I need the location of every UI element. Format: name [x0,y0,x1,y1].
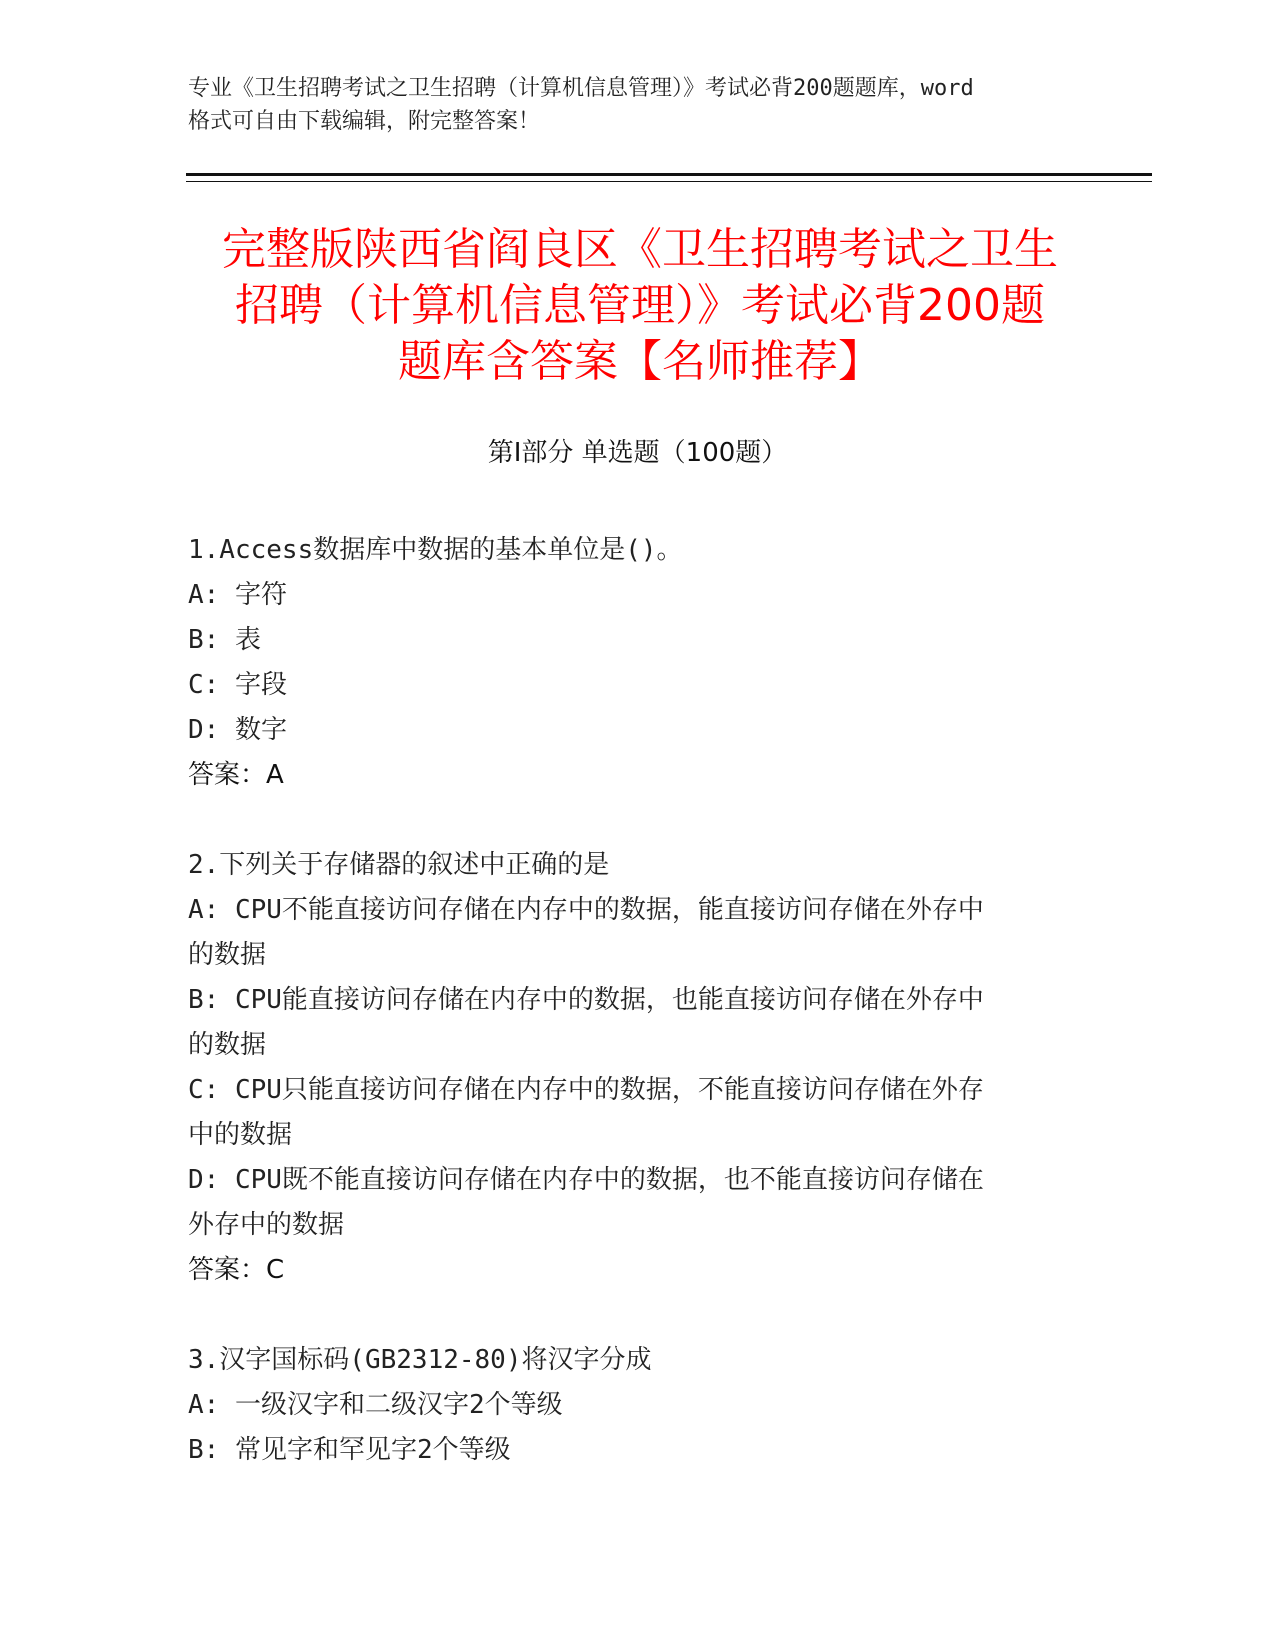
title-line: 完整版陕西省阎良区《卫生招聘考试之卫生 [222,224,1058,275]
option-d-continued: 外存中的数据 [188,1210,345,1240]
option-c: C: CPU只能直接访问存储在内存中的数据，不能直接访问存储在外存 [188,1075,984,1105]
option-a: A: CPU不能直接访问存储在内存中的数据，能直接访问存储在外存中 [188,895,984,925]
option-c: C: 字段 [188,670,287,700]
option-a: A: 字符 [188,580,287,610]
option-c-continued: 中的数据 [188,1120,293,1150]
option-a-continued: 的数据 [188,940,267,970]
option-b: B: 表 [188,625,261,655]
option-a: A: 一级汉字和二级汉字2个等级 [188,1390,563,1420]
document-title [190,222,1090,390]
question-3 [188,1338,1068,1473]
question-stem: 2.下列关于存储器的叙述中正确的是 [188,850,610,880]
header-note-line: 专业《卫生招聘考试之卫生招聘（计算机信息管理）》考试必背200题题库，word [188,76,974,101]
option-b: B: 常见字和罕见字2个等级 [188,1435,511,1465]
header-note-line: 格式可自由下载编辑，附完整答案！ [188,109,541,134]
question-stem: 1.Access数据库中数据的基本单位是()。 [188,535,683,565]
question-list [188,528,1068,1518]
title-line: 题库含答案【名师推荐】 [398,336,882,387]
option-d: D: 数字 [188,715,287,745]
section-heading: 第Ⅰ部分 单选题（100题） [487,438,788,468]
option-d: D: CPU既不能直接访问存储在内存中的数据，也不能直接访问存储在 [188,1165,984,1195]
option-b: B: CPU能直接访问存储在内存中的数据，也能直接访问存储在外存中 [188,985,984,1015]
question-1 [188,528,1068,798]
question-2 [188,843,1068,1293]
header-divider-thick [186,173,1152,176]
question-stem: 3.汉字国标码(GB2312-80)将汉字分成 [188,1345,652,1375]
header-note [188,72,1088,138]
header-divider-thin [186,181,1152,182]
option-b-continued: 的数据 [188,1030,267,1060]
title-line: 招聘（计算机信息管理）》考试必背200题 [235,280,1045,331]
answer-line: 答案：C [188,1255,285,1285]
answer-line: 答案：A [188,760,284,790]
